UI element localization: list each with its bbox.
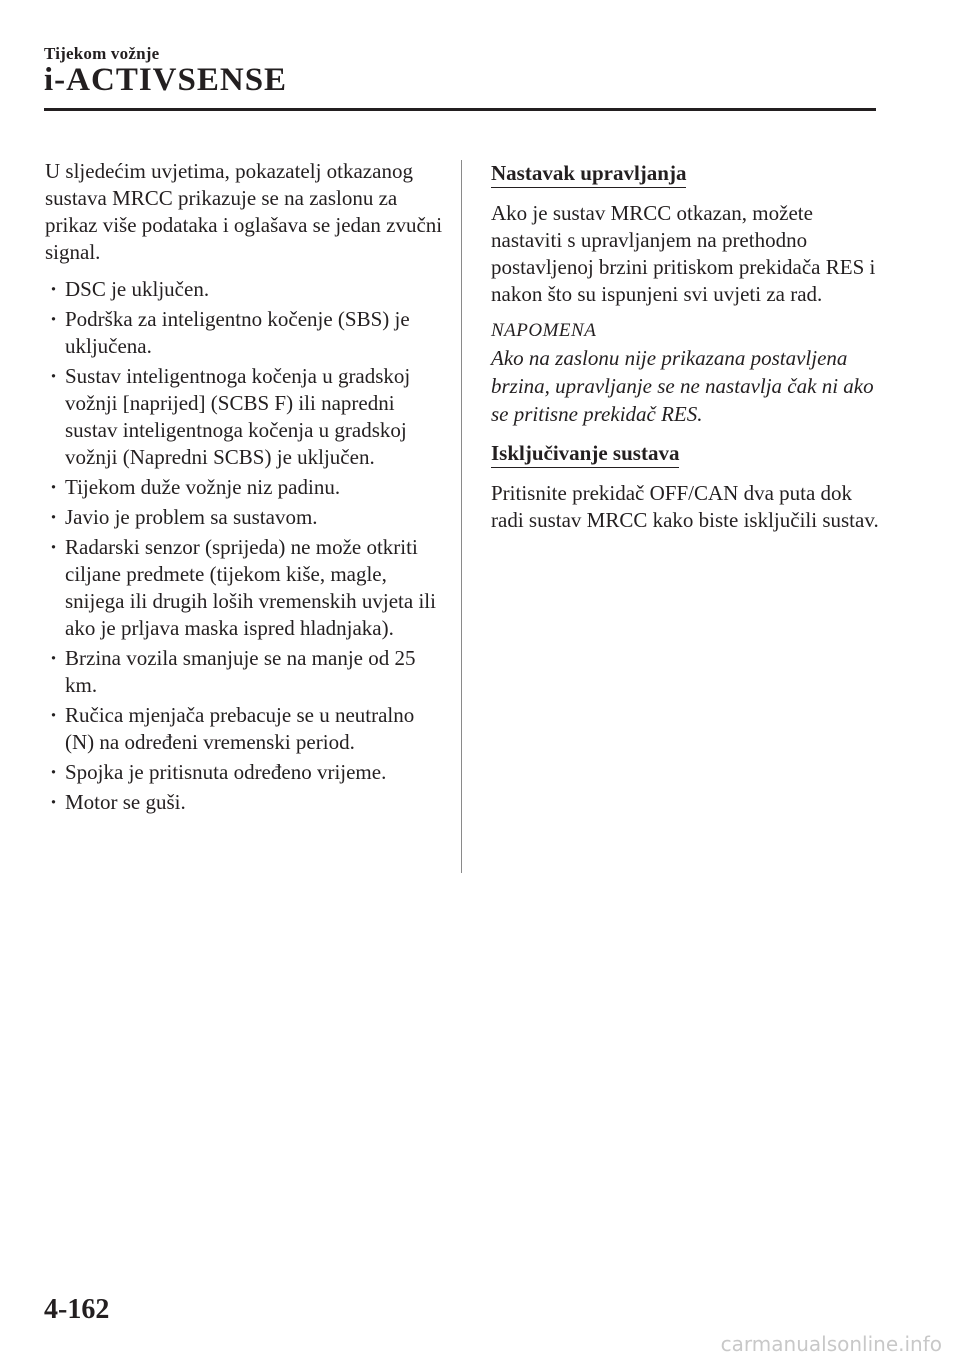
header-rule xyxy=(44,108,876,111)
resume-heading: Nastavak upravljanja xyxy=(491,160,686,188)
note-text: Ako na zaslonu nije prikazana postavljena brzina, upravljanje se ne nastavlja čak ni ako se pritisne prekidač RES. xyxy=(491,346,874,426)
list-item: · Motor se guši. xyxy=(45,789,443,816)
right-column xyxy=(491,158,881,544)
condition-list xyxy=(45,276,443,816)
list-item: · Podrška za inteligentno kočenje (SBS) je uključena. xyxy=(45,306,443,360)
list-item: · Tijekom duže vožnje niz padinu. xyxy=(45,474,443,501)
intro-paragraph: U sljedećim uvjetima, pokazatelj otkazanog sustava MRCC prikazuje se na zaslonu za prikaz više podataka i oglašava se jedan zvučni signal. xyxy=(45,159,443,264)
watermark: carmanualsonline.info xyxy=(720,1332,942,1356)
system-off-paragraph: Pritisnite prekidač OFF/CAN dva puta dok radi sustav MRCC kako biste isključili sustav. xyxy=(491,481,879,532)
note-label: NAPOMENA xyxy=(491,320,597,341)
list-item: · Ručica mjenjača prebacuje se u neutralno (N) na određeni vremenski period. xyxy=(45,702,443,756)
left-column xyxy=(45,158,443,819)
list-item: · Javio je problem sa sustavom. xyxy=(45,504,443,531)
system-off-heading: Isključivanje sustava xyxy=(491,440,679,468)
column-divider xyxy=(461,160,462,873)
page-number: 4-162 xyxy=(44,1294,110,1325)
resume-paragraph: Ako je sustav MRCC otkazan, možete nastaviti s upravljanjem na prethodno postavljenoj brzini pritiskom prekidača RES i nakon što su ispunjeni svi uvjeti za rad. xyxy=(491,201,876,306)
list-item: · DSC je uključen. xyxy=(45,276,443,303)
chapter-title: i-ACTIVSENSE xyxy=(44,62,288,98)
list-item: · Radarski senzor (sprijeda) ne može otkriti ciljane predmete (tijekom kiše, magle, snijega ili drugih loših vremenskih uvjeta ili ako je prljava maska ispred hladnjaka). xyxy=(45,534,443,642)
list-item: · Spojka je pritisnuta određeno vrijeme. xyxy=(45,759,443,786)
list-item: · Sustav inteligentnoga kočenja u gradskoj vožnji [naprijed] (SCBS F) ili napredni sustav inteligentnoga kočenja u gradskoj vožnji (Napredni SCBS) je uključen. xyxy=(45,363,443,471)
list-item: · Brzina vozila smanjuje se na manje od 25 km. xyxy=(45,645,443,699)
section-label: Tijekom vožnje xyxy=(44,44,160,63)
